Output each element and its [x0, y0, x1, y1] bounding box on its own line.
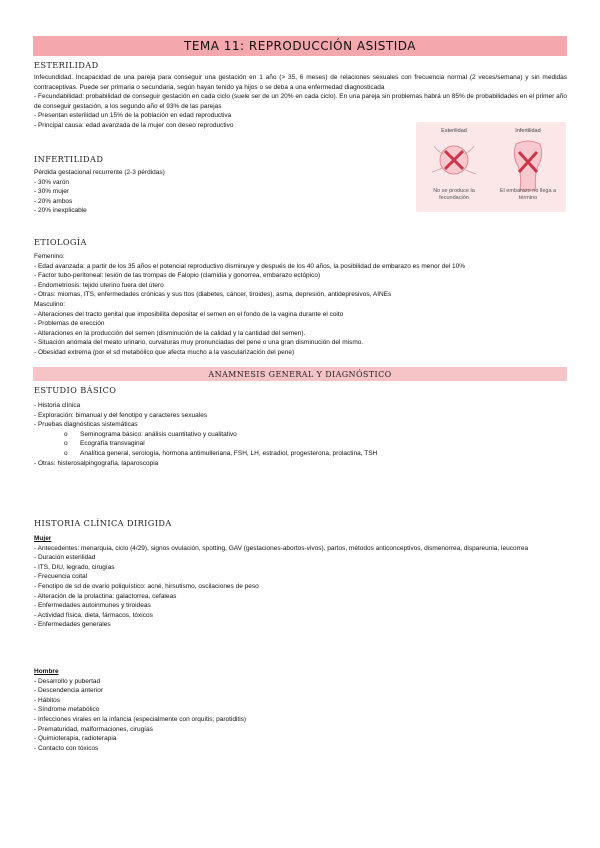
historia-hombre-text	[34, 667, 567, 753]
estudio-subitem	[34, 430, 567, 440]
etiologia-item: - Otras: miomas, ITS, enfermedades crónicas y sus ttos (diabetes, cáncer, tiroides), asma, depresión, antidepresivos, AINEs	[34, 291, 392, 299]
estudio-subitem	[34, 449, 567, 459]
infertilidad-line: - 20% inexplicable	[34, 207, 87, 215]
bullet-icon: o	[64, 440, 68, 448]
estudio-subitem-text: Seminograma básico: análisis cuantitativo y cualitativo	[80, 430, 237, 438]
infertilidad-line: - 20% ambos	[34, 197, 73, 205]
infertilidad-line: - 30% varón	[34, 178, 70, 186]
etiologia-item: - Factor tubo-peritoneal: lesión de las trompas de Falopio (clamidia y gonorrea, embarazo ectópico)	[34, 272, 321, 280]
masculino-label: Masculino:	[34, 300, 66, 308]
esterilidad-prevalencia: - Presentan esterilidad un 15% de la población en edad reproductiva	[34, 112, 232, 120]
infertilidad-line: - 30% mujer	[34, 188, 70, 196]
figure-right-title: Infertilidad	[515, 128, 541, 134]
etiologia-item: - Edad avanzada: a partir de los 35 años el potencial reproductivo disminuye y después de los 40 años, la posibilidad de embarazo es menor del 10%	[34, 262, 466, 270]
bullet-icon: o	[64, 449, 68, 457]
section-bar-anamnesis: ANAMNESIS GENERAL Y DIAGNÓSTICO	[33, 367, 567, 381]
hombre-label: Hombre	[34, 668, 59, 675]
etiologia-item: - Problemas de erección	[34, 320, 105, 328]
estudio-item: - Otras: histerosalpingografía, laparoscopia	[34, 459, 159, 467]
esterilidad-fecundabilidad: - Fecundabilidad: probabilidad de conseguir gestación en cada ciclo (suele ser de un 20% en cada ciclo). En una pareja sin problemas habrá un 85% de probabilidades en el primer año de conseguir gestación, a los segundo año el 93% de las parejas	[34, 93, 567, 110]
hombre-item: - Desarrollo y pubertad	[34, 677, 101, 685]
hombre-item: - Prematuridad, malformaciones, cirugías	[34, 725, 153, 733]
etiologia-item: - Endometriosis: tejido uterino fuera del útero	[34, 281, 164, 289]
femenino-label: Femenino:	[34, 253, 65, 260]
mujer-item: - Alteración de la prolactina: galactorrea, cefaleas	[34, 592, 177, 600]
estudio-item: - Pruebas diagnósticas sistemáticas	[34, 421, 138, 429]
heading-estudio-basico: ESTUDIO BÁSICO	[34, 385, 117, 395]
estudio-item: - Exploración: bimanual y del fenotipo y caracteres sexuales	[34, 411, 208, 419]
esterilidad-infertilidad-illustration	[416, 122, 566, 212]
sperm-egg-icon	[432, 146, 476, 174]
infertilidad-line: Pérdida gestacional recurrente (2-3 pérdidas)	[34, 169, 165, 176]
etiologia-item: - Alteraciones en la producción del semen (disminución de la calidad y la cantidad del semen).	[34, 329, 306, 337]
esterilidad-definition: Infecundidad. Incapacidad de una pareja para conseguir una gestación en 1 año (> 35, 6 meses) de relaciones sexuales con frecuencia normal (2 veces/semana) y sin medidas contraceptivas. Puede ser primaria o secundaria, según hayan tenido ya hijos o se deba a una enfermedad diagnosticada	[34, 74, 567, 91]
estudio-subitem-text: Analítica general, serología, hormona antimulleriana, FSH, LH, estradiol, progesterona, prolactina, TSH	[80, 449, 378, 457]
figure-right-caption: El embarazo no llega a término	[499, 188, 557, 201]
estudio-text	[34, 401, 567, 468]
mujer-item: - Duración esterilidad	[34, 554, 96, 562]
heading-historia-clinica: HISTORIA CLÍNICA DIRIGIDA	[34, 518, 172, 528]
hombre-item: - Hábitos	[34, 696, 61, 704]
mujer-label: Mujer	[34, 535, 52, 542]
infertilidad-text	[34, 168, 404, 216]
heading-infertilidad: INFERTILIDAD	[34, 154, 104, 164]
hombre-item: - Quimioterapia, radioterapia	[34, 735, 117, 743]
heading-etiologia: ETIOLOGÍA	[34, 237, 87, 247]
etiologia-text	[34, 252, 567, 358]
mujer-item: - Actividad física, dieta, fármacos, tóxicos	[34, 611, 153, 619]
figure-left-title: Esterilidad	[441, 128, 467, 134]
etiologia-item: - Obesidad extrema (por el sd metabólico que afecta mucho a la vascularización del pene)	[34, 348, 295, 356]
hombre-item: - Contacto con tóxicos	[34, 744, 99, 752]
page-title: TEMA 11: REPRODUCCIÓN ASISTIDA	[33, 36, 567, 56]
hombre-item: - Síndrome metabólico	[34, 706, 100, 714]
estudio-subitem	[34, 439, 567, 449]
hombre-item: - Descendencia anterior	[34, 687, 104, 695]
mujer-item: - ITS, DIU, legrado, cirugías	[34, 563, 115, 571]
estudio-subitem-text: Ecografía transvaginal	[80, 440, 145, 448]
esterilidad-causa: - Principal causa: edad avanzada de la mujer con deseo reproductivo	[34, 121, 234, 129]
uterus-icon	[514, 141, 541, 190]
etiologia-item: - Situación anómala del meato urinario, curvaturas muy pronunciadas del pene o una gran disminución del mismo.	[34, 339, 364, 347]
historia-mujer-text	[34, 534, 567, 630]
mujer-item: - Frecuencia coital	[34, 573, 88, 581]
heading-esterilidad: ESTERILIDAD	[34, 60, 99, 70]
mujer-item: - Antecedentes: menarquia, ciclo (4/29), signos ovulación, spotting, GAV (gestaciones-abortos-vivos), partos, métodos anticonceptivos, dismenorrea, dispareunia, leucorrea	[34, 544, 529, 552]
etiologia-item: - Alteraciones del tracto genital que imposibilita depositar el semen en el fondo de la vagina durante el coito	[34, 310, 344, 318]
mujer-item: - Enfermedades autoinmunes y tiroideas	[34, 602, 151, 610]
mujer-item: - Fenotipo de sd de ovario poliquístico: acné, hirsutismo, oscilaciones de peso	[34, 582, 259, 590]
estudio-item: - Historia clínica	[34, 402, 81, 409]
figure-left-caption: No se produce la fecundación	[433, 188, 475, 201]
mujer-item: - Enfermedades generales	[34, 621, 111, 629]
hombre-item: - Infecciones virales en la infancia (especialmente con orquitis; parotiditis)	[34, 715, 247, 723]
bullet-icon: o	[64, 430, 68, 438]
